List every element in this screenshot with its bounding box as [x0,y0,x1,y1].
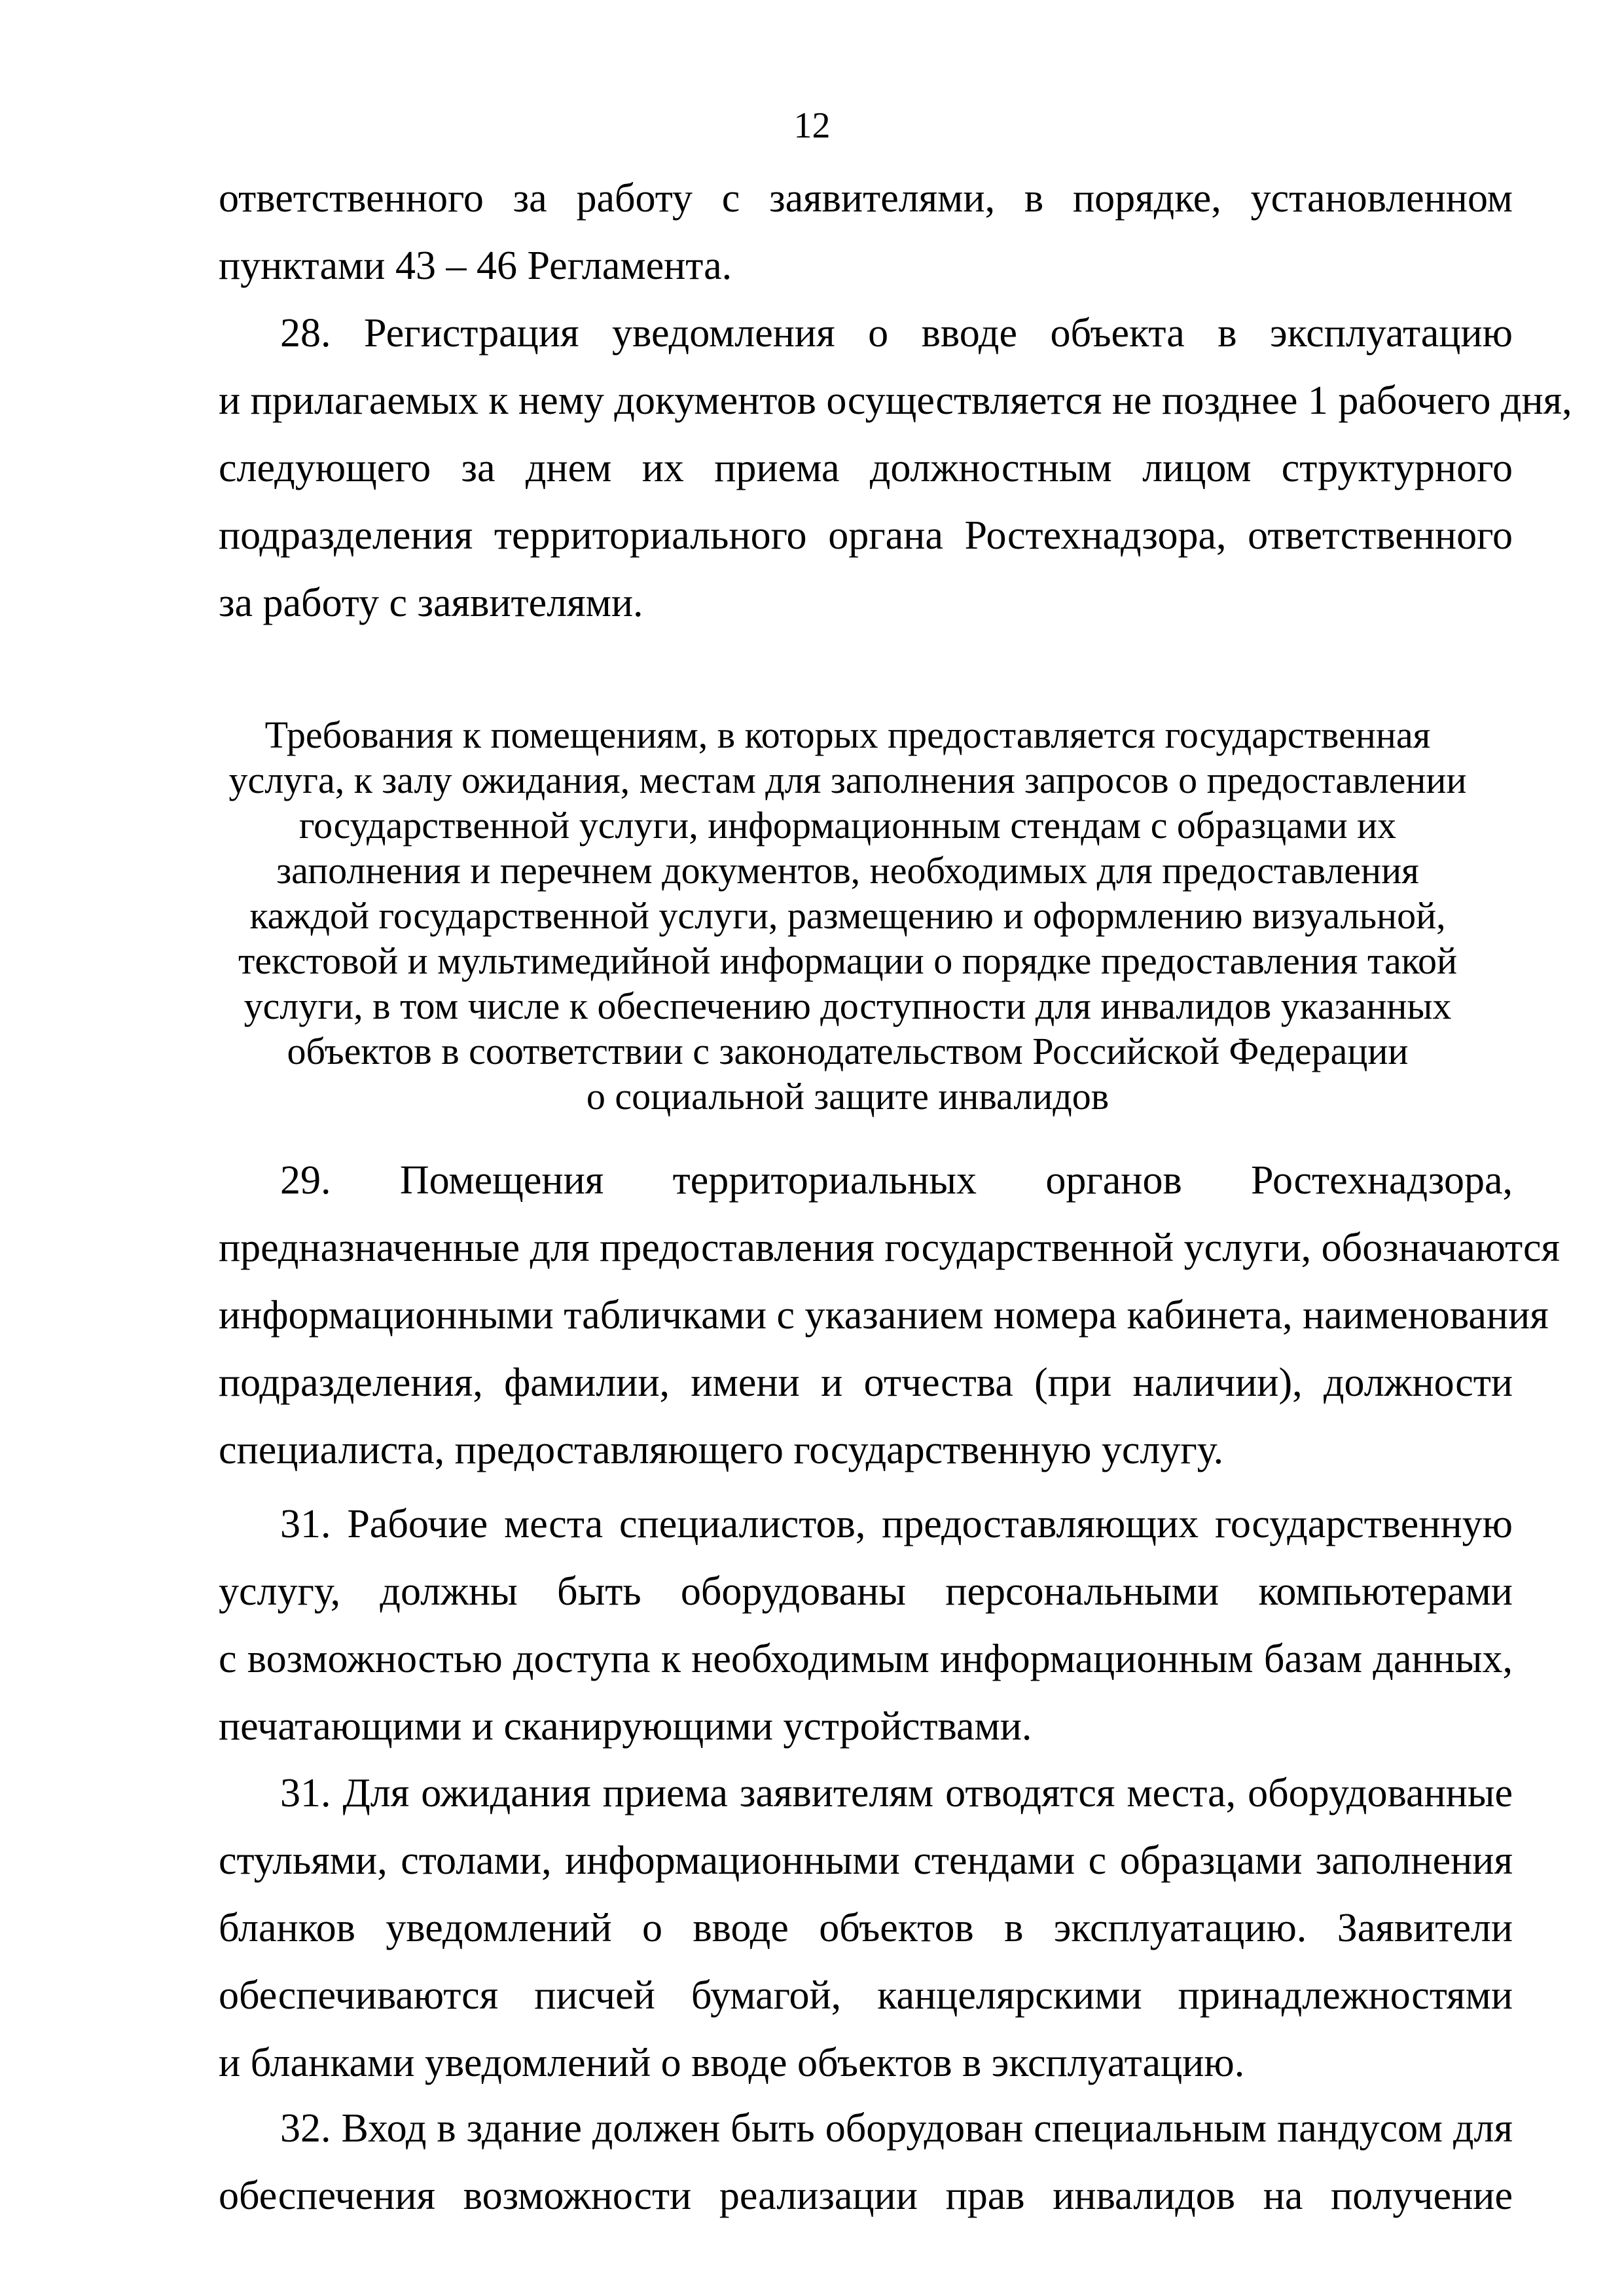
heading-line: о социальной защите инвалидов [586,1075,1110,1118]
text-line: за работу с заявителями. [219,581,643,625]
heading-line: текстовой и мультимедийной информации о порядке предоставления такой [238,939,1458,982]
text-line: и бланками уведомлений о вводе объектов в эксплуатацию. [219,2041,1245,2085]
text-line: информационными табличками с указанием номера кабинета, наименования [219,1293,1549,1338]
text-line: предназначенные для предоставления государственной услуги, обозначаются [219,1226,1560,1270]
text-line: подразделения территориального органа Ростехнадзора, ответственного [219,513,1513,558]
text-line: обеспечиваются писчей бумагой, канцелярскими принадлежностями [219,1973,1513,2018]
text-line: и прилагаемых к нему документов осуществляется не позднее 1 рабочего дня, [219,378,1572,423]
text-line: 31. Для ожидания приема заявителям отводятся места, оборудованные [280,1771,1513,1815]
heading-line: объектов в соответствии с законодательством Российской Федерации [287,1030,1409,1072]
text-line: подразделения, фамилии, имени и отчества (при наличии), должности [219,1360,1513,1405]
paragraph-28 [219,300,1572,637]
paragraph-31-waiting [219,1760,1513,2097]
paragraph-continuation [219,165,1513,300]
heading-line: услуга, к залу ожидания, местам для заполнения запросов о предоставлении [228,759,1467,801]
text-line: следующего за днем их приема должностным лицом структурного [219,446,1513,490]
heading-line: Требования к помещениям, в которых предоставляется государственная [264,714,1431,756]
text-line: специалиста, предоставляющего государственную услугу. [219,1428,1224,1472]
text-line: 29. Помещения территориальных органов Ростехнадзора, [280,1158,1513,1203]
text-line: 28. Регистрация уведомления о вводе объекта в эксплуатацию [280,311,1513,355]
text-line: ответственного за работу с заявителями, в порядке, установленном [219,176,1513,221]
page-number: 12 [793,105,831,146]
text-line: услугу, должны быть оборудованы персональными компьютерами [219,1569,1513,1614]
text-line: стульями, столами, информационными стендами с образцами заполнения [219,1838,1513,1883]
paragraph-32 [219,2095,1513,2230]
text-line: 31. Рабочие места специалистов, предоставляющих государственную [280,1502,1513,1546]
heading-line: заполнения и перечнем документов, необходимых для предоставления [276,849,1419,892]
text-line: пунктами 43 – 46 Регламента. [219,244,732,288]
text-line: с возможностью доступа к необходимым информационным базам данных, [219,1637,1513,1681]
paragraph-29 [219,1147,1560,1484]
text-line: печатающими и сканирующими устройствами. [219,1704,1032,1749]
text-line: обеспечения возможности реализации прав инвалидов на получение [219,2174,1513,2218]
heading-line: государственной услуги, информационным стендам с образцами их [298,804,1397,847]
paragraph-31-workplaces [219,1491,1513,1760]
section-heading [196,712,1499,1119]
text-line: бланков уведомлений о вводе объектов в эксплуатацию. Заявители [219,1906,1513,1950]
heading-line: каждой государственной услуги, размещению и оформлению визуальной, [249,894,1446,937]
heading-line: услуги, в том числе к обеспечению доступности для инвалидов указанных [244,985,1452,1027]
text-line: 32. Вход в здание должен быть оборудован специальным пандусом для [280,2106,1513,2151]
